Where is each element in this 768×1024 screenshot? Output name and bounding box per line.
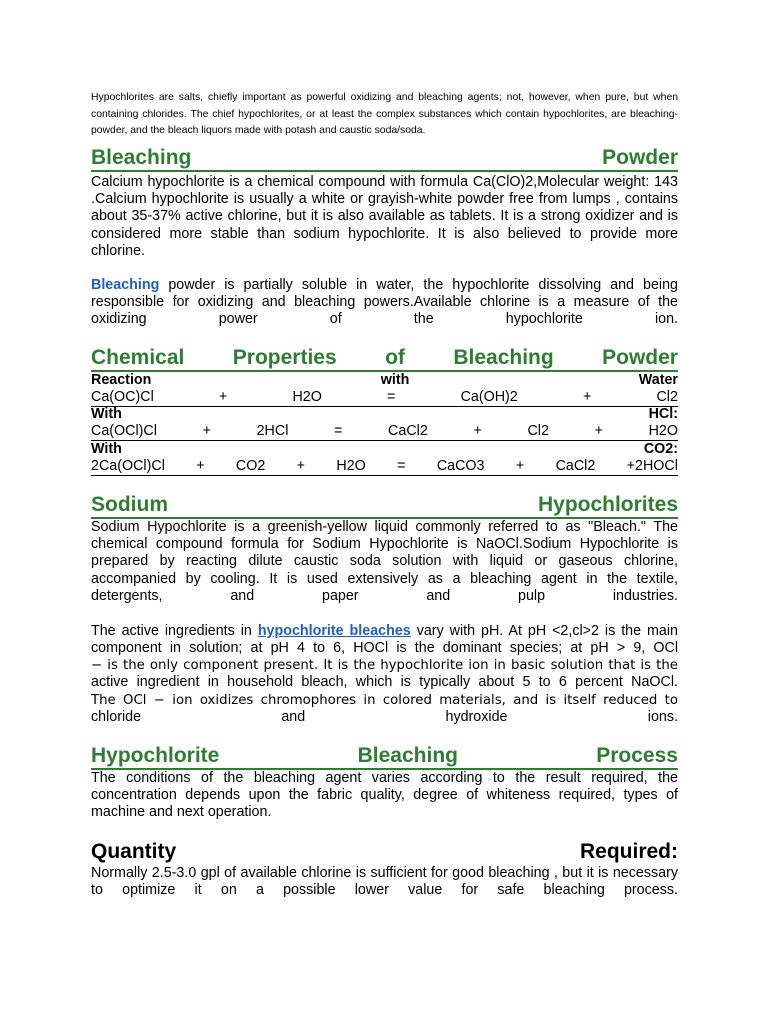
heading-word: Bleaching: [453, 346, 554, 369]
reaction-cell: +2HOCl: [626, 458, 678, 474]
reaction-cell: H2O: [336, 458, 366, 474]
chloride-line: [91, 709, 678, 726]
reaction-cell: with: [380, 372, 410, 388]
intro-paragraph: Hypochlorites are salts, chiefly important as powerful oxidizing and bleaching agents; not, however, when pure, but when containing chlorides. The chief hypochlorites, or at least the complex substances which contain hypochlorites, are bleaching-powder, and the bleach liquors made with potash and caustic soda/soda.: [91, 92, 678, 136]
reaction-cell: =: [387, 389, 396, 405]
word: ions.: [647, 709, 678, 725]
quantity-para: Normally 2.5-3.0 gpl of available chlorine is sufficient for good bleaching , but it is necessary to optimize it on a possible lower value for safe bleaching process.: [91, 865, 678, 899]
reaction-cell: Cl2: [527, 423, 549, 439]
sodium-para1: Sodium Hypochlorite is a greenish-yellow liquid commonly referred to as "Bleach." The chemical compound formula for Sodium Hypochlorite is NaOCl.Sodium Hypochlorite is prepared by reacting dilute caustic soda solution with liquid or gaseous chlorine, accompanied by cooling. It is used extensively as a bleaching agent in the textile, detergents, and paper and pulp industries.: [91, 519, 678, 604]
heading-word: Required:: [579, 840, 678, 863]
para2-text: powder is partially soluble in water, the hypochlorite dissolving and being responsible for oxidizing and bleaching powers.Available chlorine is a measure of the oxidizing power of the hypochlorite ion.: [91, 277, 678, 328]
sodium-para2-line4: The OCl − ion oxidizes chromophores in colored materials, and is itself reduced to: [91, 693, 678, 708]
reaction-cell: H2O: [648, 423, 678, 439]
reaction-cell: +: [473, 423, 482, 439]
reaction-cell: +: [202, 423, 211, 439]
sodium-para2-line1: [91, 623, 678, 657]
sodium-para2-line2: − is the only component present. It is the hypochlorite ion in basic solution that is the: [91, 658, 678, 673]
reaction-row: [91, 372, 678, 389]
heading-word: Powder: [602, 146, 678, 169]
reaction-cell: +: [582, 389, 592, 405]
text: The active ingredients in: [91, 623, 258, 639]
reaction-cell: H2O: [292, 389, 322, 405]
text: vary with pH. At pH <2,cl>2 is the main component in solution; at pH 4 to 6, HOCl is the dominant species; at pH > 9, OCl: [91, 623, 678, 657]
reaction-row: [91, 423, 678, 441]
heading-word: Hypochlorite: [91, 744, 220, 767]
reaction-cell: +: [218, 389, 228, 405]
reaction-cell: +: [594, 423, 603, 439]
reaction-cell: 2HCl: [256, 423, 289, 439]
heading-word: Sodium: [91, 493, 168, 516]
heading-word: Quantity: [91, 840, 177, 863]
word: hydroxide: [445, 709, 508, 725]
reaction-cell: =: [334, 423, 343, 439]
reaction-cell: =: [397, 458, 406, 474]
hypochlorite-bleaches-link[interactable]: hypochlorite bleaches: [257, 623, 411, 639]
reaction-cell: CO2:: [643, 441, 678, 457]
bleaching-powder-para2: [91, 277, 678, 329]
reaction-cell: +: [196, 458, 205, 474]
reaction-cell: +: [515, 458, 525, 474]
reaction-cell: Ca(OH)2: [460, 389, 518, 405]
heading-process: [91, 744, 678, 770]
reaction-cell: Ca(OCl)Cl: [91, 423, 157, 439]
reaction-cell: HCl:: [648, 406, 678, 422]
heading-bleaching-powder: [91, 146, 678, 172]
sodium-para2-line3: active ingredient in household bleach, which is typically about 5 to 6 percent NaOCl.: [91, 674, 678, 690]
process-para: The conditions of the bleaching agent varies according to the result required, the concentration depends upon the fabric quality, degree of whiteness required, types of machine and next operation.: [91, 770, 678, 821]
heading-word: Hypochlorites: [537, 493, 678, 516]
reaction-cell: Ca(OC)Cl: [91, 389, 154, 405]
heading-sodium-hypochlorites: [91, 493, 678, 519]
heading-word: Properties: [232, 346, 337, 369]
reaction-cell: CaCl2: [388, 423, 428, 439]
reaction-cell: Cl2: [656, 389, 678, 405]
reaction-cell: CaCl2: [555, 458, 596, 474]
reaction-cell: CaCO3: [436, 458, 485, 474]
reaction-cell: Water: [638, 372, 678, 388]
reaction-cell: With: [91, 406, 122, 422]
reaction-cell: 2Ca(OCl)Cl: [91, 458, 165, 474]
heading-word: Bleaching: [357, 744, 458, 767]
sodium-para2-line5: [91, 709, 678, 726]
reaction-row: [91, 406, 678, 423]
bleaching-powder-para1: Calcium hypochlorite is a chemical compound with formula Ca(ClO)2,Molecular weight: 143 .Calcium hypochlorite is usually a white or grayish-white powder free from lumps , contains about 35-37% active chlorine, but it is also available as tablets. It is a strong oxidizer and is considered more stable than sodium hypochlorite. It is also believed to provide more chlorine.: [91, 174, 678, 259]
reaction-row: [91, 389, 678, 407]
heading-word: Powder: [602, 346, 678, 369]
word: and: [281, 709, 306, 725]
word: chloride: [91, 709, 142, 725]
reaction-cell: With: [91, 441, 122, 457]
heading-quantity: [91, 840, 678, 864]
reaction-cell: Reaction: [91, 372, 152, 388]
bleaching-link[interactable]: Bleaching: [91, 277, 160, 293]
heading-word: Process: [596, 744, 678, 767]
heading-word: Chemical: [91, 346, 185, 369]
reaction-row: [91, 441, 678, 458]
heading-word: Bleaching: [91, 146, 192, 169]
reaction-row: [91, 458, 678, 476]
heading-word: of: [385, 346, 405, 369]
heading-chemical-properties: [91, 346, 678, 372]
reaction-cell: +: [296, 458, 306, 474]
reaction-cell: CO2: [235, 458, 266, 474]
